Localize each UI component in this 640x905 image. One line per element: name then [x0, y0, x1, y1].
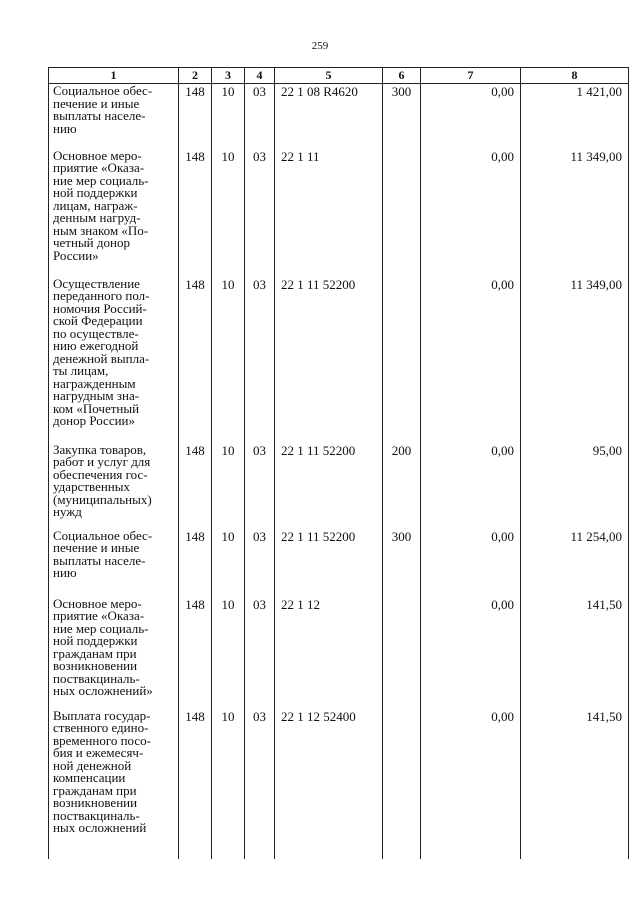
row-col-6-cell: 300: [383, 84, 421, 149]
table-row: [49, 597, 629, 709]
row-col-5-cell: 22 1 11 52200: [275, 529, 383, 597]
row-name-text: Социальное обес- печение и иные выплаты населе- нию: [53, 527, 153, 580]
row-name-cell: [49, 443, 179, 529]
row-col-8-cell: 141,50: [521, 597, 629, 709]
row-col-5-cell: 22 1 11: [275, 149, 383, 277]
table-row: [49, 277, 629, 443]
header-col-3: 3: [212, 68, 245, 84]
header-col-6: 6: [383, 68, 421, 84]
row-col-5-cell: 22 1 12: [275, 597, 383, 709]
row-col-3-cell: 10: [212, 149, 245, 277]
row-col-7-cell: 0,00: [421, 149, 521, 277]
row-col-3-cell: 10: [212, 597, 245, 709]
row-name-cell: [49, 277, 179, 443]
row-col-8-cell: 11 349,00: [521, 277, 629, 443]
header-col-8: 8: [521, 68, 629, 84]
row-col-7-cell: 0,00: [421, 84, 521, 149]
row-col-5-cell: 22 1 11 52200: [275, 443, 383, 529]
header-col-4: 4: [245, 68, 275, 84]
table-row: [49, 529, 629, 597]
row-name-cell: [49, 149, 179, 277]
row-col-4-cell: 03: [245, 277, 275, 443]
page-number: 259: [311, 40, 329, 52]
row-name-text: Осуществление переданного пол- номочия Россий- ской Федерации по осуществле- нию ежегодной денежной выпла- ты лицам, награжденным нагрудным зна- ком «Почетный донор России»: [53, 275, 150, 428]
row-col-4-cell: 03: [245, 443, 275, 529]
row-name-cell: [49, 597, 179, 709]
row-col-5-cell: 22 1 12 52400: [275, 709, 383, 859]
row-col-6-cell: [383, 277, 421, 443]
table-row: [49, 84, 629, 149]
row-col-8-cell: 11 349,00: [521, 149, 629, 277]
row-col-4-cell: 03: [245, 84, 275, 149]
row-col-4-cell: 03: [245, 149, 275, 277]
row-col-3-cell: 10: [212, 277, 245, 443]
row-name-text: Закупка товаров, работ и услуг для обеспечения гос- ударственных (муниципальных) нужд: [53, 441, 152, 519]
row-col-5-cell: 22 1 11 52200: [275, 277, 383, 443]
row-name-text: Основное меро- приятие «Оказа- ние мер социаль- ной поддержки лицам, награж- денным нагруд- ным знаком «По- четный донор России»: [53, 147, 149, 263]
budget-table: [48, 67, 629, 859]
row-name-text: Основное меро- приятие «Оказа- ние мер социаль- ной поддержки гражданам при возникновении поствакциналь- ных осложнений»: [53, 595, 153, 698]
row-col-2-cell: 148: [179, 84, 212, 149]
row-col-3-cell: 10: [212, 709, 245, 859]
header-col-5: 5: [275, 68, 383, 84]
row-col-2-cell: 148: [179, 277, 212, 443]
row-col-6-cell: [383, 597, 421, 709]
header-col-2: 2: [179, 68, 212, 84]
row-col-7-cell: 0,00: [421, 529, 521, 597]
row-col-2-cell: 148: [179, 709, 212, 859]
row-col-5-cell: 22 1 08 R4620: [275, 84, 383, 149]
row-col-8-cell: 11 254,00: [521, 529, 629, 597]
row-name-cell: [49, 529, 179, 597]
row-col-4-cell: 03: [245, 597, 275, 709]
row-col-4-cell: 03: [245, 709, 275, 859]
row-col-3-cell: 10: [212, 529, 245, 597]
row-name-text: Выплата государ- ственного едино- временного посо- бия и ежемесяч- ной денежной компенсации гражданам при возникновении поствакциналь- ных осложнений: [53, 707, 151, 835]
row-col-8-cell: 141,50: [521, 709, 629, 859]
row-col-6-cell: 300: [383, 529, 421, 597]
row-col-6-cell: [383, 149, 421, 277]
row-col-7-cell: 0,00: [421, 443, 521, 529]
row-col-4-cell: 03: [245, 529, 275, 597]
header-row: [49, 68, 629, 84]
row-col-7-cell: 0,00: [421, 277, 521, 443]
table-body: [49, 84, 629, 859]
table-row: [49, 443, 629, 529]
row-col-8-cell: 95,00: [521, 443, 629, 529]
row-col-3-cell: 10: [212, 443, 245, 529]
row-name-cell: [49, 709, 179, 859]
row-col-2-cell: 148: [179, 443, 212, 529]
row-name-cell: [49, 84, 179, 149]
row-col-8-cell: 1 421,00: [521, 84, 629, 149]
header-col-1: 1: [49, 68, 179, 84]
row-col-7-cell: 0,00: [421, 597, 521, 709]
row-col-3-cell: 10: [212, 84, 245, 149]
table-row: [49, 149, 629, 277]
row-col-6-cell: 200: [383, 443, 421, 529]
table-row: [49, 709, 629, 859]
row-col-2-cell: 148: [179, 597, 212, 709]
row-col-2-cell: 148: [179, 529, 212, 597]
row-name-text: Социальное обес- печение и иные выплаты населе- нию: [53, 83, 153, 136]
row-col-6-cell: [383, 709, 421, 859]
row-col-7-cell: 0,00: [421, 709, 521, 859]
row-col-2-cell: 148: [179, 149, 212, 277]
header-col-7: 7: [421, 68, 521, 84]
